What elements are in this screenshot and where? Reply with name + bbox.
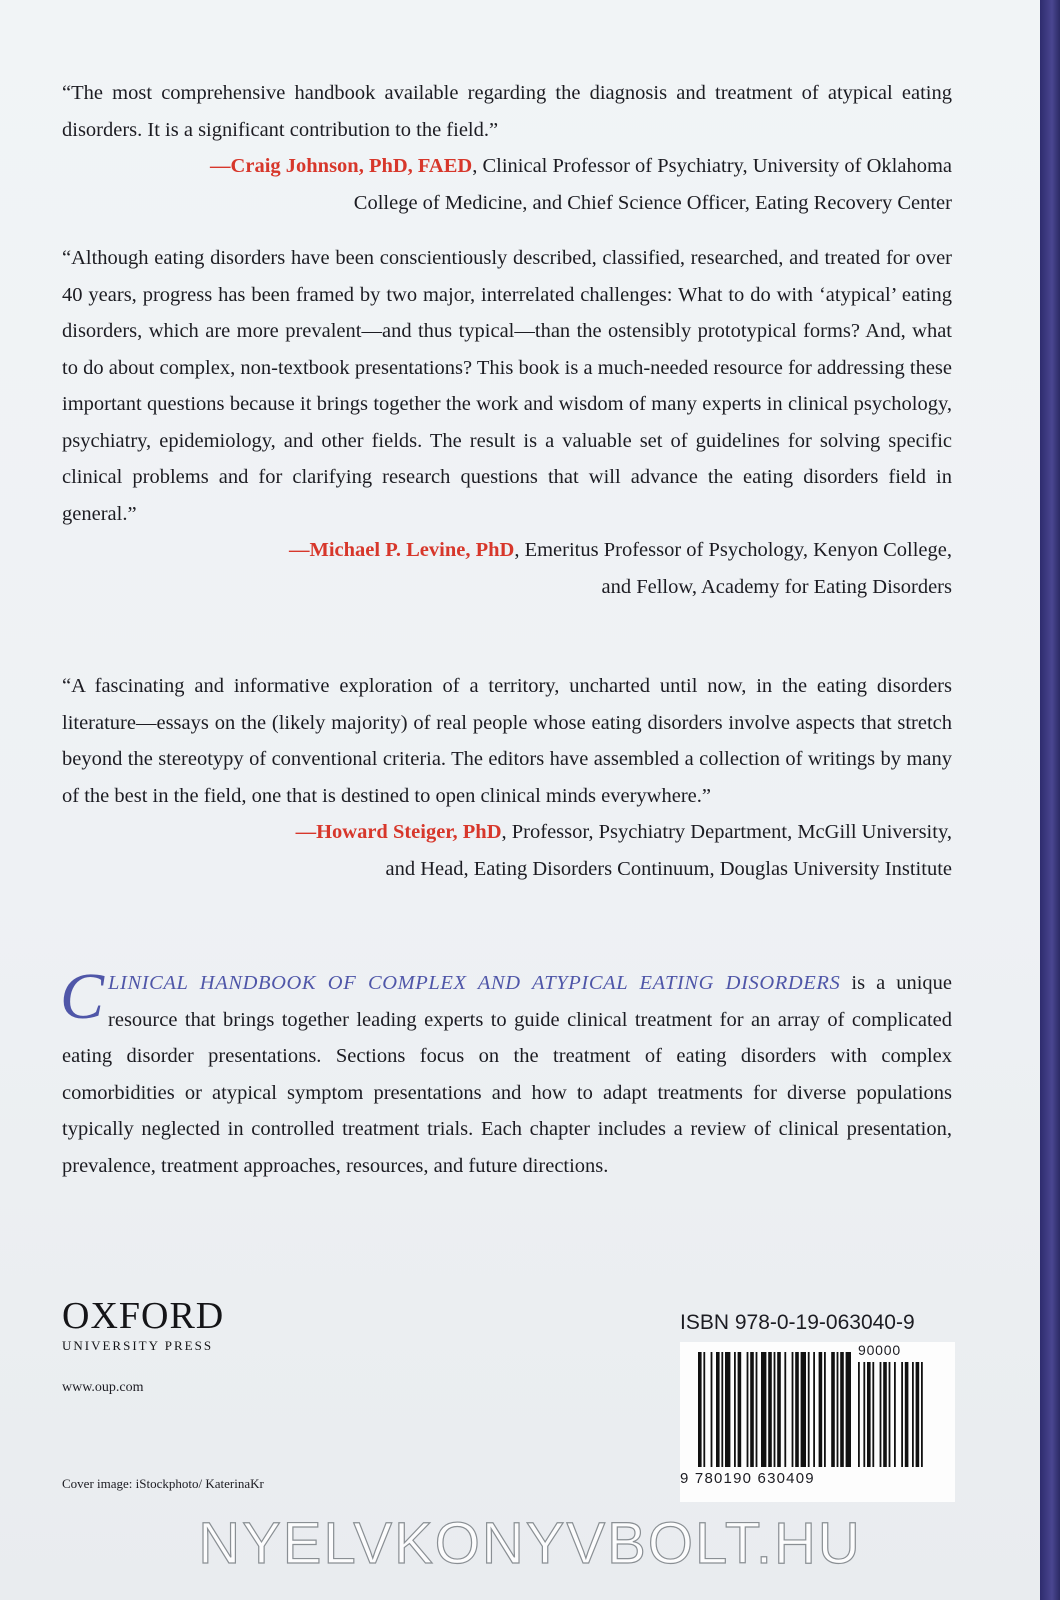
endorsement-2: [62, 240, 952, 605]
barcode-bar: [716, 1352, 720, 1467]
barcode-bar: [698, 1352, 702, 1467]
addon-bar: [894, 1362, 896, 1467]
barcode-bar: [824, 1352, 826, 1467]
endorser-affiliation: , Clinical Professor of Psychiatry, University of Oklahoma: [472, 155, 952, 177]
addon-bar: [901, 1362, 903, 1467]
description-body: is a unique resource that brings together leading experts to guide clinical treatment for an array of complicated eating disorder presentations. Sections focus on the treatment of eating disorders with complex comorbidities or atypical symptom presentations and how to adapt treatments for diverse populations typically neglected in controlled treatment trials. Each chapter includes a review of clinical presentation, prevalence, treatment approaches, resources, and future directions.: [62, 972, 952, 1177]
barcode-bar: [795, 1352, 799, 1467]
isbn-label: ISBN 978-0-19-063040-9: [680, 1311, 915, 1334]
endorser-affiliation: , Emeritus Professor of Psychology, Kenyon College,: [514, 539, 952, 561]
endorsement-1: [62, 75, 952, 221]
attribution-dash: —: [289, 539, 310, 561]
barcode-bar: [756, 1352, 758, 1467]
drop-cap: C: [60, 960, 105, 1033]
barcode-bar: [750, 1352, 754, 1467]
barcode-bar: [738, 1352, 742, 1467]
barcode: [680, 1342, 955, 1502]
endorsement-attribution: [62, 532, 952, 605]
publisher-url: www.oup.com: [62, 1380, 144, 1395]
barcode-bar: [813, 1352, 815, 1467]
barcode-bar: [725, 1352, 730, 1467]
addon-bar: [921, 1362, 923, 1467]
addon-bar: [872, 1362, 874, 1467]
endorser-affiliation-cont: College of Medicine, and Chief Science Officer, Eating Recovery Center: [353, 191, 952, 214]
endorsement-3: [62, 668, 952, 887]
barcode-bar: [703, 1352, 705, 1467]
addon-bar: [889, 1362, 891, 1467]
barcode-bar: [831, 1352, 835, 1467]
addon-bar: [858, 1362, 860, 1467]
publisher-subtitle: UNIVERSITY PRESS: [62, 1338, 214, 1353]
barcode-bar: [721, 1352, 723, 1467]
book-description: [60, 960, 952, 1184]
barcode-bar: [792, 1352, 794, 1467]
barcode-bar: [711, 1352, 713, 1467]
addon-bar: [912, 1362, 914, 1467]
addon-bar: [905, 1362, 909, 1467]
endorser-name: Howard Steiger, PhD: [316, 821, 502, 843]
endorser-name: Craig Johnson, PhD, FAED: [230, 155, 473, 177]
addon-bar: [916, 1362, 920, 1467]
barcode-bar: [774, 1352, 776, 1467]
barcode-bar: [768, 1352, 772, 1467]
watermark-text: NYELVKONYVBOLT.HU: [198, 1511, 862, 1576]
publisher-logo: [62, 1296, 224, 1354]
endorser-name: Michael P. Levine, PhD: [309, 539, 515, 561]
endorsement-attribution: [62, 814, 952, 887]
barcode-bar: [761, 1352, 766, 1467]
attribution-dash: —: [295, 821, 317, 843]
endorsement-quote: “Although eating disorders have been conscientiously described, classified, researched, and treated for over 40 years, progress has been framed by two major, interrelated challenges: What to do with ‘atypical’ eating disorders, which are more prevalent—and thus typical—than the ostensibly prototypical forms? And, what to do about complex, non-textbook presentations? This book is a much-needed resource for addressing these important questions because it brings together the work and wisdom of many experts in clinical psychology, psychiatry, epidemiology, and other fields. The result is a valuable set of guidelines for solving specific clinical problems and for clarifying research questions that will advance the eating disorders field in general.”: [62, 247, 952, 525]
book-spine-edge: [1040, 0, 1060, 1600]
barcode-bar: [837, 1352, 839, 1467]
barcode-bar: [777, 1352, 781, 1467]
attribution-dash: —: [210, 155, 231, 177]
endorsement-attribution: [62, 148, 952, 221]
barcode-bar: [784, 1352, 786, 1467]
addon-bar: [880, 1362, 882, 1467]
endorser-affiliation-cont: and Head, Eating Disorders Continuum, Douglas University Institute: [385, 857, 952, 880]
endorsement-quote: “A fascinating and informative exploration of a territory, uncharted until now, in the eating disorders literature—essays on the (likely majority) of real people whose eating disorders involve aspects that stretch beyond the stereotypy of conventional criteria. The editors have assembled a collection of writings by many of the best in the field, one that is destined to open clinical minds everywhere.”: [62, 675, 952, 807]
barcode-bar: [734, 1352, 736, 1467]
endorser-affiliation-cont: and Fellow, Academy for Eating Disorders: [601, 575, 952, 598]
barcode-bar: [808, 1352, 810, 1467]
barcode-bar: [819, 1352, 823, 1467]
addon-bar: [867, 1362, 871, 1467]
barcode-bar: [840, 1352, 844, 1467]
cover-image-credit: Cover image: iStockphoto/ KaterinaKr: [62, 1476, 264, 1491]
addon-bar: [863, 1362, 865, 1467]
barcode-bar: [846, 1352, 851, 1467]
publisher-name: OXFORD: [62, 1295, 225, 1337]
addon-digits: 90000: [858, 1342, 901, 1358]
endorsement-quote: “The most comprehensive handbook available regarding the diagnosis and treatment of atypical eating disorders. It is a significant contribution to the field.”: [62, 82, 952, 141]
endorser-affiliation: , Professor, Psychiatry Department, McGill University,: [501, 821, 952, 843]
barcode-digits: 9 780190 630409: [680, 1470, 815, 1487]
barcode-bar: [747, 1352, 749, 1467]
book-title: LINICAL HANDBOOK OF COMPLEX AND ATYPICAL EATING DISORDERS: [108, 972, 841, 994]
barcode-bar: [801, 1352, 806, 1467]
addon-bar: [883, 1362, 887, 1467]
